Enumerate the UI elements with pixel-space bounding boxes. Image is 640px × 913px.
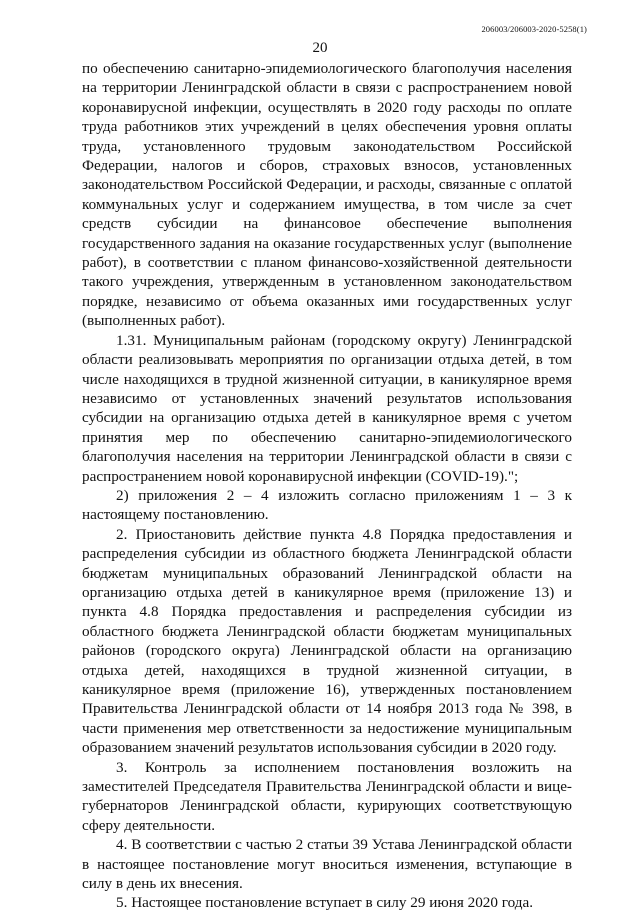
document-id: 206003/206003-2020-5258(1): [481, 24, 587, 34]
paragraph-3: 3. Контроль за исполнением постановления возложить на заместителей Председателя Правительства Ленинградской области и вице-губернаторов Ленинградской области, курирующих соответствующую сферу деятельности.: [82, 758, 572, 834]
paragraph-4: 4. В соответствии с частью 2 статьи 39 Устава Ленинградской области в настоящее постановление могут вноситься изменения, вступающие в силу в день их внесения.: [82, 836, 572, 893]
paragraph-5: 5. Настоящее постановление вступает в силу 29 июня 2020 года.: [116, 894, 534, 912]
paragraph-1-31: 1.31. Муниципальным районам (городскому округу) Ленинградской области реализовывать мероприятия по организации отдыха детей, в том числе находящихся в трудной жизненной ситуации, в каникулярное время независимо от установленных значений результатов использования субсидии на организацию отдыха детей в каникулярное время с учетом принятия мер по обеспечению санитарно-эпидемиологического благополучия населения на территории Ленинградской области в связи с распространением новой коронавирусной инфекции (COVID-19).";: [82, 331, 572, 485]
page-number: 20: [312, 40, 328, 56]
paragraph-continuation: по обеспечению санитарно-эпидемиологического благополучия населения на территории Ленинградской области в связи с распространением новой коронавирусной инфекции, осуществлять в 2020 году расходы по оплате труда работников этих учреждений в целях обеспечения уровня оплаты труда, установленного трудовым законодательством Российской Федерации, налогов и сборов, страховых взносов, установленных законодательством Российской Федерации, и расходы, связанные с оплатой коммунальных услуг и содержанием имущества, в том числе за счет средств субсидии на финансовое обеспечение выполнения государственного задания на оказание государственных услуг (выполнение работ), в соответствии с планом финансово-хозяйственной деятельности такого учреждения, утвержденным в установленном законодательством порядке, независимо от объема оказанных ими государственных услуг (выполненных работ).: [82, 60, 572, 330]
paragraph-2: 2. Приостановить действие пункта 4.8 Порядка предоставления и распределения субсидии из областного бюджета Ленинградской области бюджетам муниципальных образований Ленинградской области на организацию отдыха детей в каникулярное время (приложение 13) и пункта 4.8 Порядка предоставления и распределения субсидии из областного бюджета Ленинградской области бюджетам муниципальных районов (городского округа) Ленинградской области на организацию отдыха детей, находящихся в трудной жизненной ситуации, в каникулярное время (приложение 16), утвержденных постановлением Правительства Ленинградской области от 14 ноября 2013 года № 398, в части применения мер ответственности за недостижение муниципальным образованием значений результатов использования субсидии в 2020 году.: [82, 525, 572, 757]
document-body: [82, 59, 572, 913]
paragraph-subitem-2: 2) приложения 2 – 4 изложить согласно приложениям 1 – 3 к настоящему постановлению.: [82, 486, 572, 524]
